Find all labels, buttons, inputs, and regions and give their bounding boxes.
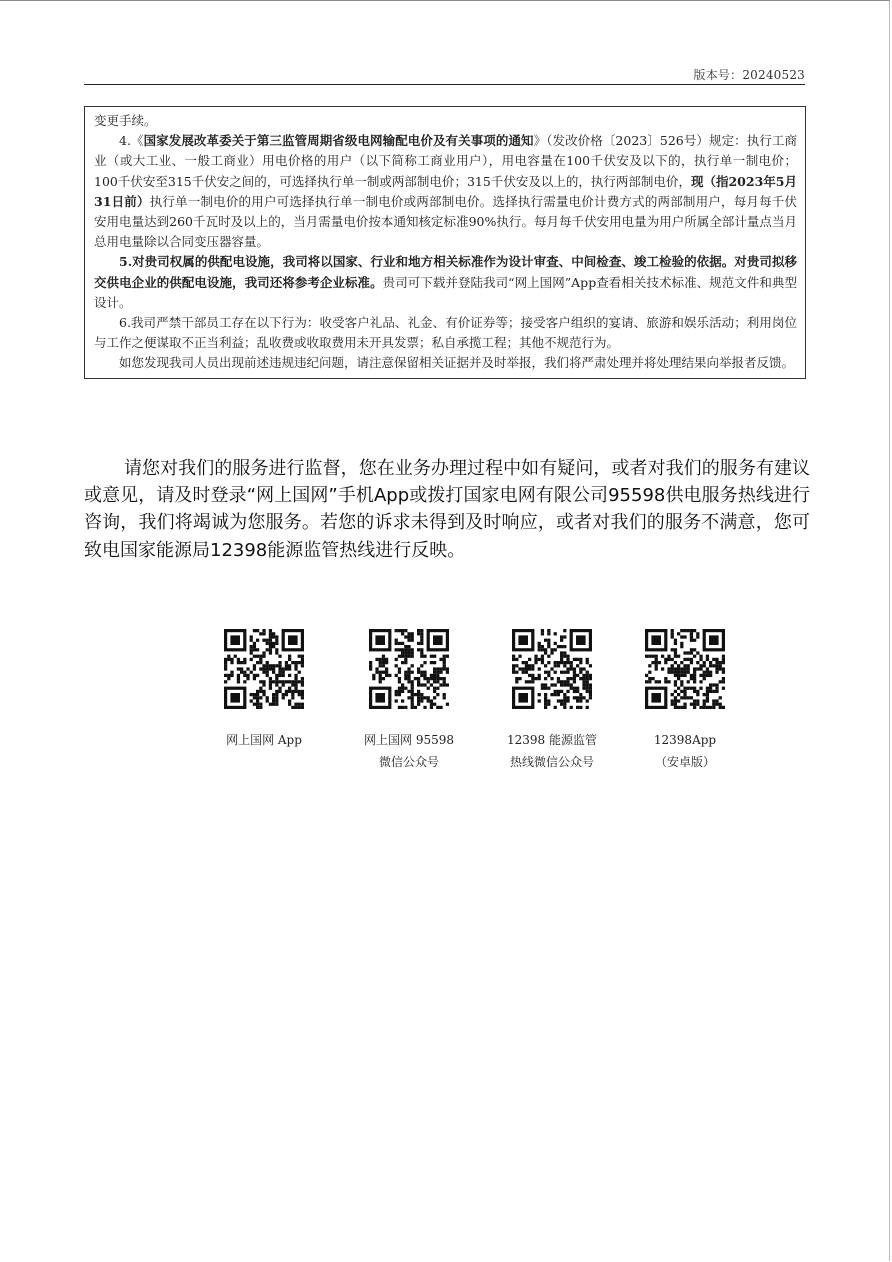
qr-caption — [339, 729, 479, 773]
notice-p2-b: 贵司可下载并登陆我司“网上国网”App查看相关技术标准、规范文件和典型设计。 — [94, 274, 797, 310]
qr-caption-line1: 12398 能源监管 — [507, 733, 597, 747]
version-number: 版本号：20240523 — [693, 68, 805, 82]
qr-caption-line1: 网上国网 95598 — [364, 733, 454, 747]
qr-item-app — [194, 629, 334, 751]
qr-code-icon — [369, 629, 449, 709]
notice-p1-e: 执行单一制电价的用户可选择执行单一制电价或两部制电价。选择执行需量电价计费方式的两部制用户，每月每千伏安用电量达到260千瓦时及以上的，当月需量电价按本通知核定标准90%执行。每月每千伏安用电量为用户所属全部计量点当月总用电量除以合同变压器容量。 — [94, 193, 797, 250]
qr-code-icon — [512, 629, 592, 709]
qr-caption-line1: 12398App — [653, 733, 717, 747]
qr-caption-line2: （安卓版） — [654, 755, 715, 769]
qr-caption — [194, 729, 334, 751]
qr-item-wechat-95598 — [339, 629, 479, 773]
supervision-paragraph: 请您对我们的服务进行监督，您在业务办理过程中如有疑问，或者对我们的服务有建议或意见，请及时登录“网上国网”手机App或拨打国家电网有限公司95598供电服务热线进行咨询，我们将竭诚为您服务。若您的诉求未得到及时响应，或者对我们的服务不满意，您可致电国家能源局12398能源监管热线进行反映。 — [84, 458, 810, 561]
notice-p1-a: 4.《 — [119, 133, 144, 149]
notice-p1-c: 》（发改价格〔2023〕526号）规定：执行工商业（或大工业、一般工商业）用电价格的用户（以下简称工商业用户），用电容量在100千伏安及以下的，执行单一制电价；100千伏安至315千伏安之间的，可选择执行单一制或两部制电价；315千伏安及以上的，执行两部制电价， — [94, 133, 797, 189]
notice-paragraph-2 — [94, 252, 797, 313]
qr-caption-line2: 微信公众号 — [378, 755, 439, 769]
qr-code-icon — [224, 629, 304, 709]
qr-caption — [615, 729, 755, 773]
header-rule — [84, 84, 805, 85]
notice-p1-title: 国家发展改革委关于第三监管周期省级电网输配电价及有关事项的通知 — [143, 133, 534, 149]
qr-code-row — [0, 629, 892, 789]
notice-paragraph-4: 如您发现我司人员出现前述违规违纪问题，请注意保留相关证据并及时举报，我们将严肃处理并将处理结果向举报者反馈。 — [119, 355, 795, 371]
notice-p1-bold: 现（指2023年5月31日前） — [94, 173, 797, 209]
notice-p2-bold: 5.对贵司权属的供配电设施，我司将以国家、行业和地方相关标准作为设计审查、中间检查、竣工检验的依据。对贵司拟移交供电企业的供配电设施，我司还将参考企业标准。 — [94, 254, 797, 290]
notice-box — [84, 106, 806, 379]
qr-caption — [482, 729, 622, 773]
qr-caption-line2: 热线微信公众号 — [509, 755, 594, 769]
qr-item-wechat-12398 — [482, 629, 622, 773]
notice-paragraph-3: 6.我司严禁干部员工存在以下行为：收受客户礼品、礼金、有价证券等；接受客户组织的宴请、旅游和娱乐活动；利用岗位与工作之便谋取不正当利益；乱收费或收取费用未开具发票；私自承揽工程；其他不规范行为。 — [94, 315, 797, 351]
notice-paragraph-0: 变更手续。 — [94, 113, 157, 128]
notice-paragraph-1 — [94, 131, 797, 252]
qr-item-app-12398 — [615, 629, 755, 773]
qr-code-icon — [645, 629, 725, 709]
qr-caption-line1: 网上国网 App — [226, 733, 302, 747]
